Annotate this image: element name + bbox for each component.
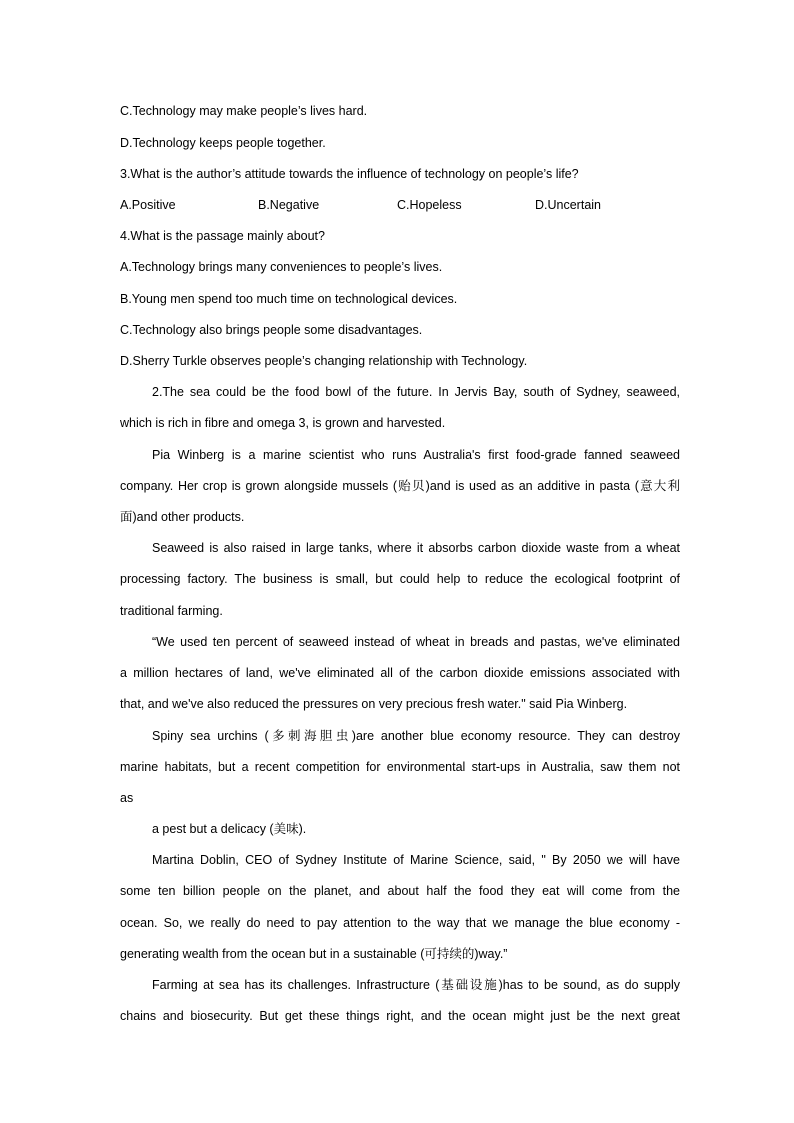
p6-line-3: ocean. So, we really do need to pay attention to the way that we manage the blue economy - bbox=[120, 916, 680, 930]
p6-line-2: some ten billion people on the planet, and about half the food they eat will come from the bbox=[120, 884, 680, 898]
q4-question: 4.What is the passage mainly about? bbox=[120, 229, 325, 243]
q2-option-d: D.Technology keeps people together. bbox=[120, 136, 326, 150]
p7-line-1: Farming at sea has its challenges. Infrastructure (基础设施)has to be sound, as do supply bbox=[152, 978, 680, 992]
p7-line-2: chains and biosecurity. But get these things right, and the ocean might just be the next great bbox=[120, 1009, 680, 1023]
q4-option-d: D.Sherry Turkle observes people’s changing relationship with Technology. bbox=[120, 354, 528, 368]
q3-option-c: C.Hopeless bbox=[397, 198, 462, 212]
p5-line-4: a pest but a delicacy (美味). bbox=[152, 822, 307, 836]
p5-line-1: Spiny sea urchins (多刺海胆虫)are another blue economy resource. They can destroy bbox=[152, 729, 680, 743]
q3-option-d: D.Uncertain bbox=[535, 198, 601, 212]
q4-option-c: C.Technology also brings people some disadvantages. bbox=[120, 323, 423, 337]
p3-line-2: processing factory. The business is small, but could help to reduce the ecological footprint of bbox=[120, 572, 680, 586]
p1-line-1: 2.The sea could be the food bowl of the future. In Jervis Bay, south of Sydney, seaweed, bbox=[152, 385, 680, 399]
p5-line-2: marine habitats, but a recent competition for environmental start-ups in Australia, saw them not bbox=[120, 760, 680, 774]
q3-option-b: B.Negative bbox=[258, 198, 320, 212]
p2-line-3: 面)and other products. bbox=[120, 510, 245, 524]
q3-option-a: A.Positive bbox=[120, 198, 176, 212]
q4-option-b: B.Young men spend too much time on technological devices. bbox=[120, 292, 458, 306]
p6-line-4: generating wealth from the ocean but in a sustainable (可持续的)way.” bbox=[120, 947, 508, 961]
q2-option-c: C.Technology may make people’s lives hard. bbox=[120, 104, 368, 118]
p4-line-2: a million hectares of land, we've eliminated all of the carbon dioxide emissions associated with bbox=[120, 666, 680, 680]
p4-line-3: that, and we've also reduced the pressures on very precious fresh water." said Pia Winberg. bbox=[120, 697, 628, 711]
p2-line-1: Pia Winberg is a marine scientist who runs Australia's first food-grade fanned seaweed bbox=[152, 448, 680, 462]
p1-line-2: which is rich in fibre and omega 3, is grown and harvested. bbox=[120, 416, 446, 430]
q3-question: 3.What is the author’s attitude towards the influence of technology on people’s life? bbox=[120, 167, 579, 181]
p3-line-3: traditional farming. bbox=[120, 604, 223, 618]
q4-option-a: A.Technology brings many conveniences to people’s lives. bbox=[120, 260, 443, 274]
p6-line-1: Martina Doblin, CEO of Sydney Institute of Marine Science, said, " By 2050 we will have bbox=[152, 853, 680, 867]
p5-line-3: as bbox=[120, 791, 134, 805]
p2-line-2: company. Her crop is grown alongside mussels (贻贝)and is used as an additive in pasta (意大利 bbox=[120, 479, 680, 493]
p3-line-1: Seaweed is also raised in large tanks, where it absorbs carbon dioxide waste from a wheat bbox=[152, 541, 680, 555]
p4-line-1: “We used ten percent of seaweed instead of wheat in breads and pastas, we've eliminated bbox=[152, 635, 680, 649]
